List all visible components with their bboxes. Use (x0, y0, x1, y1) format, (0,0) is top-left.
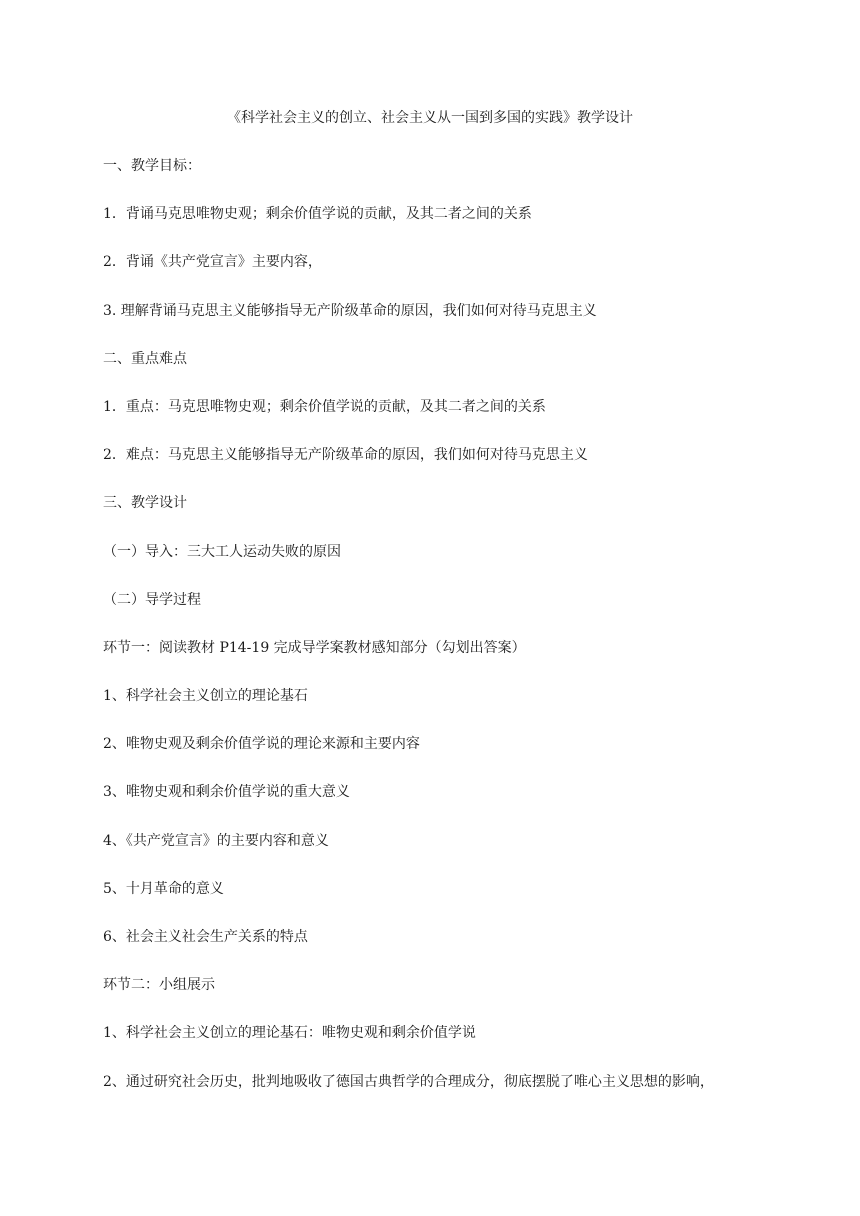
difficult-point-item: 2．难点：马克思主义能够指导无产阶级革命的原因，我们如何对待马克思主义 (103, 447, 588, 464)
step-one-heading: 环节一：阅读教材 P14-19 完成导学案教材感知部分（勾划出答案） (103, 639, 526, 656)
heading-teaching-goals: 一、教学目标： (103, 158, 201, 174)
step-two-heading: 环节二：小组展示 (103, 977, 215, 994)
step-two-item-1: 1、科学社会主义创立的理论基石：唯物史观和剩余价值学说 (103, 1025, 476, 1042)
step-one-item-5: 5、十月革命的意义 (103, 880, 224, 897)
step-one-item-6: 6、社会主义社会生产关系的特点 (103, 929, 308, 945)
key-point-item: 1．重点：马克思唯物史观；剩余价值学说的贡献，及其二者之间的关系 (103, 398, 546, 415)
goal-item-1: 1．背诵马克思唯物史观；剩余价值学说的贡献，及其二者之间的关系 (103, 206, 532, 223)
heading-teaching-design: 三、教学设计 (103, 495, 187, 512)
subheading-introduction: （一）导入：三大工人运动失败的原因 (103, 543, 341, 560)
document-body (103, 155, 763, 1119)
goal-item-2: 2．背诵《共产党宣言》主要内容， (103, 254, 322, 271)
step-one-item-4: 4、《共产党宣言》的主要内容和意义 (103, 832, 329, 849)
heading-key-difficult-points: 二、重点难点 (103, 350, 187, 367)
step-one-item-1: 1、科学社会主义创立的理论基石 (103, 688, 308, 705)
subheading-guided-process: （二）导学过程 (103, 591, 201, 608)
step-one-item-2: 2、唯物史观及剩余价值学说的理论来源和主要内容 (103, 736, 420, 753)
goal-item-3: 3. 理解背诵马克思主义能够指导无产阶级革命的原因，我们如何对待马克思主义 (103, 302, 597, 319)
document-title: 《科学社会主义的创立、社会主义从一国到多国的实践》教学设计 (227, 110, 633, 126)
step-two-item-2: 2、通过研究社会历史，批判地吸收了德国古典哲学的合理成分，彻底摆脱了唯心主义思想的影响， (103, 1073, 714, 1090)
step-one-item-3: 3、唯物史观和剩余价值学说的重大意义 (103, 784, 350, 801)
